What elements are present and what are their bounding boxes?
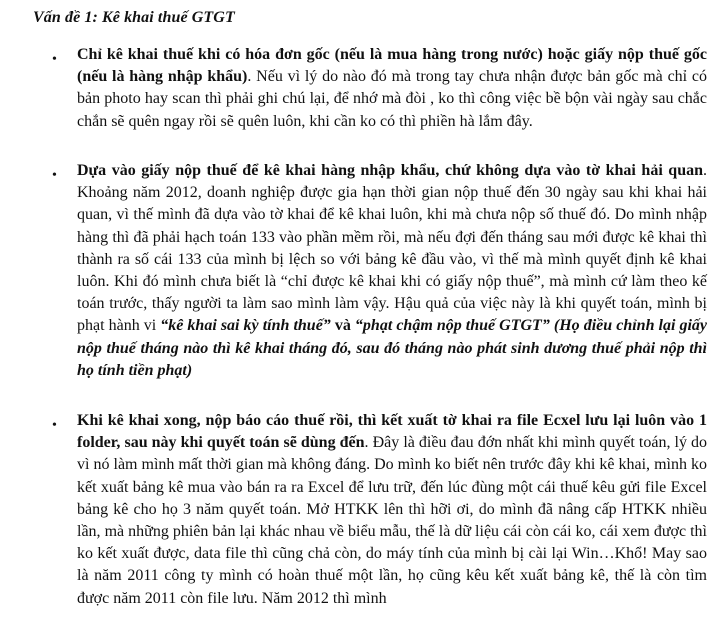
item-lead: Khi kê khai xong, nộp báo cáo thuế rồi, thì kết xuất tờ khai ra file Ecxel lưu lại luôn vào 1 folder, sau này khi quyết toán sẽ dùng đến (77, 412, 707, 452)
section-heading: Vấn đề 1: Kê khai thuế GTGT (33, 9, 235, 26)
list-item (77, 410, 707, 610)
item-lead: Dựa vào giấy nộp thuế để kê khai hàng nhập khẩu, chứ không dựa vào tờ khai hải quan (77, 162, 703, 179)
item-body: . Đây là điều đau đớn nhất khi mình quyết toán, lý do vì nó làm mình mất thời gian mà không đáng. Do mình ko biết nên trước đây khi kê khai, mình ko kết xuất bảng kê mua vào bán ra ra Excel để lưu trữ, đến lúc đùng một cái thuế kêu gửi file Excel bảng kê cho họ 3 năm quyết toán. Mở HTKK lên thì hỡi ơi, do mình đã nâng cấp HTKK nhiều lần, mà những phiên bản lại khác nhau về biểu mẫu, thế là dữ liệu cái còn cái ko, cái xem được thì ko kết xuất được, data file thì cũng chả còn, do máy tính của mình bị cài lại Win…Khổ! May sao là năm 2011 công ty mình có hoàn thuế một lần, họ cũng kêu kết xuất bảng kê, thế là còn tìm được năm 2011 còn file lưu. Năm 2012 thì mình (77, 434, 708, 607)
item-body: . Nếu vì lý do nào đó mà trong tay chưa nhận được bản gốc mà chỉ có bản photo hay scan thì phải ghi chú lại, để nhớ mà đòi , ko thì công việc bề bộn vài ngày sau chắc chắn sẽ quên ngay rồi sẽ quên luôn, khi cần ko có thì phiền hà lắm đây. (77, 68, 708, 130)
list-item (77, 160, 707, 382)
list-item (77, 44, 707, 133)
item-emphasis: “kê khai sai kỳ tính thuế” (160, 317, 331, 335)
item-emphasis: “phạt chậm nộp thuế GTGT” (Họ điều chỉnh lại giấy nộp thuế tháng nào thì kê khai tháng đó, sau đó tháng nào phát sinh dương thuế phải nộp thì họ tính tiền phạt) (77, 317, 708, 379)
item-joiner: và (330, 317, 355, 335)
bullet-icon: • (52, 418, 57, 433)
bullet-icon: • (52, 168, 57, 183)
item-lead: Chỉ kê khai thuế khi có hóa đơn gốc (nếu là mua hàng trong nước) hoặc giấy nộp thuế gốc (nếu là hàng nhập khẩu) (77, 46, 707, 86)
bullet-icon: • (52, 52, 57, 67)
item-body: . Khoảng năm 2012, doanh nghiệp được gia hạn thời gian nộp thuế đến 30 ngày sau khi khai hải quan, vì thế mình đã dựa vào tờ khai để kê khai luôn, khi mà chưa nộp số thuế đó. Do mình nhập hàng thì đã phải hạch toán 133 vào phần mềm rồi, mà nếu đợi đến tháng sau mới được kê khai thì thành ra số cái 133 của mình bị lệch so với bảng kê đầu vào, vì thế mà mình quyết định kê khai luôn. Khi đó mình chưa biết là “chỉ được kê khai khi có giấy nộp thuế”, mà mình cứ làm theo kế toán trước, thấy người ta làm sao mình làm vậy. Hậu quả của việc này là khi quyết toán, mình bị phạt hành vi (77, 162, 707, 335)
